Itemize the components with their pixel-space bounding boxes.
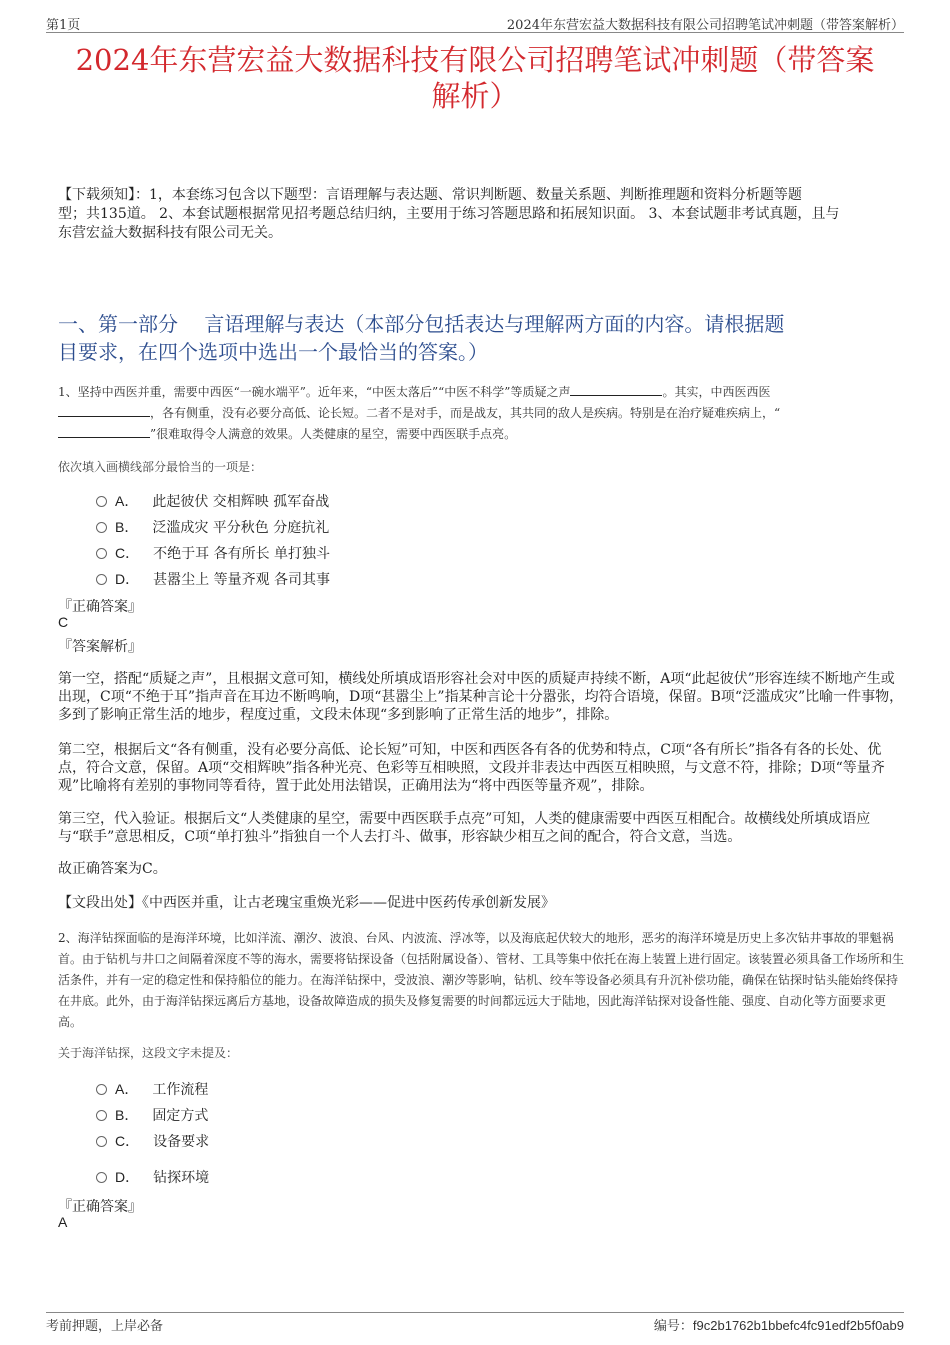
section-heading [58, 310, 900, 366]
notice-line-2: 型；共135道。 2、本套试题根据常见招考题总结归纳，主要用于练习答题思路和拓展知识面。 3、本套试题非考试真题，且与 [58, 206, 840, 222]
analysis-conclusion: 故正确答案为C。 [58, 861, 167, 877]
page-number: 第1页 [46, 18, 81, 33]
fill-blank-1[interactable] [570, 384, 662, 396]
analysis-paragraph-1: 第一空，搭配“质疑之声”，且根据文意可知，横线处所填成语形容社会对中医的质疑声持续不断，A项“此起彼伏”形容连续不断地产生或出现，C项“不绝于耳”指声音在耳边不断鸣响，D项“甚嚣尘上”指某种言论十分嚣张，均符合语境，保留。B项“泛滥成灾”比喻一件事物，多到了影响正常生活的地步，程度过重，文段未体现“多到影响了正常生活的地步”，排除。 [58, 671, 904, 723]
download-notice [58, 186, 900, 243]
document-title [46, 42, 904, 114]
option-c[interactable]: C． 不绝于耳 各有所长 单打独斗 [96, 543, 330, 563]
correct-answer-label: 『正确答案』 [58, 599, 142, 615]
section-line-2: 目要求，在四个选项中选出一个最恰当的答案。） [58, 340, 488, 364]
question-1-prompt: 依次填入画横线部分最恰当的一项是： [58, 460, 263, 474]
fill-blank-2[interactable] [58, 405, 150, 417]
radio-icon[interactable] [96, 1172, 107, 1183]
question-1-text [58, 382, 904, 445]
radio-icon[interactable] [96, 548, 107, 559]
correct-answer-value: A [58, 1214, 68, 1230]
analysis-label: 『答案解析』 [58, 639, 142, 655]
option-a[interactable]: A． 工作流程 [96, 1079, 208, 1099]
source-reference: 【文段出处】《中西医并重，让古老瑰宝重焕光彩——促进中医药传承创新发展》 [58, 895, 555, 911]
radio-icon[interactable] [96, 1136, 107, 1147]
header-doc-title: 2024年东营宏益大数据科技有限公司招聘笔试冲刺题（带答案解析） [506, 18, 904, 33]
page-header [46, 14, 904, 33]
q1-text-c: ，各有侧重，没有必要分高低、论长短。二者不是对手，而是战友，其共同的敌人是疾病。特别是在治疗疑难疾病上，“ [150, 406, 781, 420]
q1-text-a: 1、坚持中西医并重，需要中西医“一碗水端平”。近年来，“中医太落后”“中医不科学”等质疑之声 [58, 385, 571, 399]
document-code: 编号：f9c2b1762b1bbefc4fc91edf2b5f0ab9 [653, 1318, 904, 1334]
page-footer [46, 1312, 904, 1333]
radio-icon[interactable] [96, 522, 107, 533]
correct-answer-label: 『正确答案』 [58, 1199, 142, 1215]
q1-text-d: ”很难取得令人满意的效果。人类健康的星空，需要中西医联手点亮。 [150, 427, 517, 441]
analysis-paragraph-3: 第三空，代入验证。根据后文“人类健康的星空，需要中西医联手点亮”可知，人类的健康需要中西医互相配合。故横线处所填成语应与“联手”意思相反，C项“单打独斗”指独自一个人去打斗、做事，形容缺少相互之间的配合，符合文意，当选。 [58, 811, 871, 845]
radio-icon[interactable] [96, 574, 107, 585]
correct-answer-value: C [58, 614, 69, 630]
section-line-1: 一、第一部分 言语理解与表达（本部分包括表达与理解两方面的内容。请根据题 [58, 312, 785, 336]
notice-line-1: 【下载须知】：1，本套练习包含以下题型：言语理解与表达题、常识判断题、数量关系题、判断推理题和资料分析题等题 [58, 187, 802, 203]
radio-icon[interactable] [96, 1110, 107, 1121]
option-d[interactable]: D． 甚嚣尘上 等量齐观 各司其事 [96, 569, 330, 589]
question-2-text: 2、海洋钻探面临的是海洋环境，比如洋流、潮汐、波浪、台风、内波流、浮冰等，以及海底起伏较大的地形，恶劣的海洋环境是历史上多次钻井事故的罪魁祸首。由于钻机与井口之间隔着深度不等的海水，需要将钻探设备（包括附属设备）、管材、工具等集中依托在海上装置上进行固定。该装置必须具备工作场所和生活条件，并有一定的稳定性和保持船位的能力。在海洋钻探中，受波浪、潮汐等影响，钻机、绞车等设备必须具有升沉补偿功能，确保在钻探时钻头能始终保持在井底。此外，由于海洋钻探远离后方基地，设备故障造成的损失及修复需要的时间都远远大于陆地，因此海洋钻探对设备性能、强度、自动化等方面要求更高。 [58, 931, 905, 1029]
q1-text-b: 。其实，中西医西医 [662, 385, 771, 399]
radio-icon[interactable] [96, 496, 107, 507]
fill-blank-3[interactable] [58, 426, 150, 438]
title-line-1: 2024年东营宏益大数据科技有限公司招聘笔试冲刺题（带答案 [75, 43, 875, 77]
option-a[interactable]: A． 此起彼伏 交相辉映 孤军奋战 [96, 491, 329, 511]
question-2-prompt: 关于海洋钻探，这段文字未提及： [58, 1046, 239, 1060]
option-b[interactable]: B． 固定方式 [96, 1105, 208, 1125]
title-line-2: 解析） [431, 79, 519, 113]
radio-icon[interactable] [96, 1084, 107, 1095]
option-c[interactable]: C． 设备要求 [96, 1131, 209, 1151]
analysis-paragraph-2: 第二空，根据后文“各有侧重，没有必要分高低、论长短”可知，中医和西医各有各的优势和特点，C项“各有所长”指各有各的长处、优点，符合文意，保留。A项“交相辉映”指各种光亮、色彩等互相映照，文段并非表达中西医互相映照，与文意不符，排除；D项“等量齐观”比喻将有差别的事物同等看待，置于此处用法错误，正确用法为“将中西医等量齐观”，排除。 [58, 742, 885, 794]
footer-slogan: 考前押题，上岸必备 [46, 1319, 164, 1334]
option-b[interactable]: B． 泛滥成灾 平分秋色 分庭抗礼 [96, 517, 329, 537]
notice-line-3: 东营宏益大数据科技有限公司无关。 [58, 225, 282, 241]
option-d[interactable]: D． 钻探环境 [96, 1167, 209, 1187]
